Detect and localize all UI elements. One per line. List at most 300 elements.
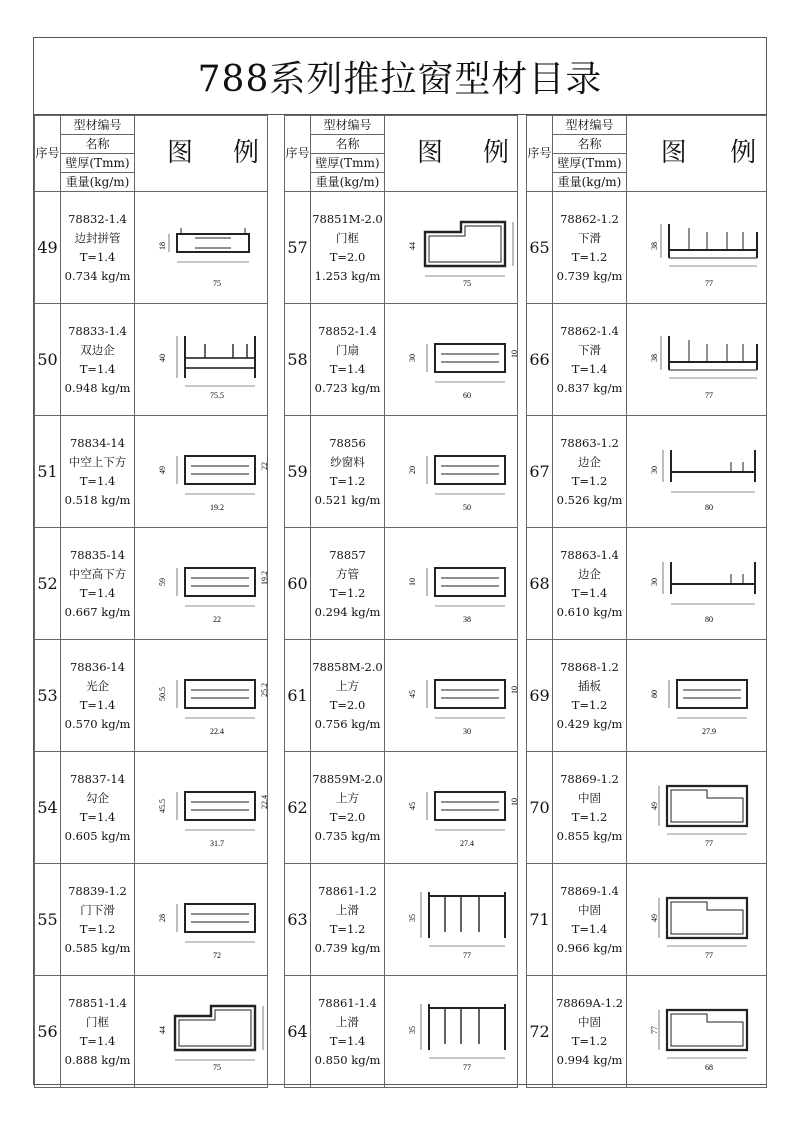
profile-wall: T=1.4 [79,1033,116,1048]
profile-row [527,192,767,304]
profile-drawing [385,416,518,528]
profile-drawing [135,864,268,976]
profile-info [61,864,135,976]
profile-drawing [627,192,767,304]
dimension-label: 22 [213,614,221,624]
profile-info [311,304,385,416]
profile-name: 下滑 [578,342,601,357]
profile-row [285,192,518,304]
profile-wall: T=2.0 [329,249,366,264]
header-weight: 重量(kg/m) [553,173,627,192]
dimension-label: 49 [650,801,659,810]
profile-cross-section [627,314,777,406]
profile-weight: 0.756 kg/m [314,716,381,731]
dimension-label: 75.5 [210,390,224,400]
profile-row [527,864,767,976]
row-number: 53 [35,640,61,752]
dimension-label: 44 [408,241,417,250]
profile-code: 78833-1.4 [68,323,127,338]
profile-name: 中空高下方 [68,566,127,581]
profile-cross-section [385,874,535,966]
row-number: 62 [285,752,311,864]
profile-cross-section [385,202,535,294]
profile-row [285,528,518,640]
profile-info [311,640,385,752]
profile-drawing [135,640,268,752]
row-number: 72 [527,976,553,1088]
profile-code: 78851M-2.0 [312,211,383,226]
profile-wall: T=1.4 [571,921,608,936]
dimension-label: 80 [705,502,713,512]
profile-info [61,752,135,864]
profile-cross-section [627,874,777,966]
profile-name: 边企 [578,454,601,469]
profile-cross-section [135,202,285,294]
profile-name: 双边企 [80,342,115,357]
row-number: 51 [35,416,61,528]
header-code: 型材编号 [61,116,135,135]
profile-code: 78857 [329,547,366,562]
profile-code: 78869-1.4 [560,883,619,898]
profile-weight: 0.734 kg/m [64,268,131,283]
profile-code: 78868-1.2 [560,659,619,674]
profile-name: 门框 [336,230,359,245]
profile-code: 78836-14 [69,659,126,674]
header-weight: 重量(kg/m) [311,173,385,192]
profile-name: 上方 [336,678,359,693]
profile-info [553,192,627,304]
profile-code: 78862-1.2 [560,211,619,226]
row-number: 63 [285,864,311,976]
profile-name: 中固 [578,1014,601,1029]
profile-name: 门扇 [336,342,359,357]
row-number: 54 [35,752,61,864]
profile-cross-section [627,202,777,294]
dimension-label: 27.4 [460,838,474,848]
profile-weight: 0.526 kg/m [556,492,623,507]
catalog-frame [33,37,767,1085]
profile-name: 中固 [578,790,601,805]
profile-info [553,640,627,752]
profile-wall: T=1.4 [79,249,116,264]
profile-wall: T=1.2 [329,921,366,936]
profile-drawing [385,304,518,416]
dimension-label: 77 [705,838,713,848]
profile-drawing [135,304,268,416]
profile-info [61,192,135,304]
header-wall: 壁厚(Tmm) [311,154,385,173]
profile-wall: T=1.4 [79,697,116,712]
dimension-label: 35 [408,1025,417,1034]
profile-cross-section [627,426,777,518]
dimension-label: 25.2 [260,682,269,697]
profile-drawing [385,752,518,864]
row-number: 71 [527,864,553,976]
profile-drawing [627,864,767,976]
profile-code: 78856 [329,435,366,450]
profile-cross-section [627,986,777,1078]
dimension-label: 45 [408,689,417,698]
profile-info [61,528,135,640]
profile-wall: T=1.2 [571,697,608,712]
profile-weight: 0.667 kg/m [64,604,131,619]
header-illustration [627,116,767,192]
profile-weight: 0.585 kg/m [64,940,131,955]
dimension-label: 77 [463,1062,471,1072]
profile-code: 78832-1.4 [68,211,127,226]
profile-row [285,752,518,864]
dimension-label: 10 [408,577,417,586]
profile-wall: T=1.4 [79,361,116,376]
profile-weight: 0.837 kg/m [556,380,623,395]
profile-cross-section [385,538,535,630]
dimension-label: 50 [463,502,471,512]
profile-weight: 0.966 kg/m [556,940,623,955]
profile-info [61,416,135,528]
profile-row [35,304,268,416]
profile-wall: T=1.4 [79,585,116,600]
dimension-label: 75 [463,278,471,288]
profile-cross-section [135,538,285,630]
profile-wall: T=2.0 [329,697,366,712]
profile-code: 78852-1.4 [318,323,377,338]
profile-drawing [627,528,767,640]
profile-weight: 0.855 kg/m [556,828,623,843]
profile-code: 78869-1.2 [560,771,619,786]
page-title: 788系列推拉窗型材目录 [34,38,766,115]
profile-info [553,752,627,864]
profile-drawing [627,416,767,528]
profile-weight: 0.294 kg/m [314,604,381,619]
dimension-label: 75 [213,1062,221,1072]
profile-weight: 0.994 kg/m [556,1052,623,1067]
row-number: 70 [527,752,553,864]
profile-wall: T=1.2 [571,473,608,488]
profile-info [311,416,385,528]
profile-info [311,976,385,1088]
profile-row [35,976,268,1088]
profile-cross-section [135,986,285,1078]
profile-name: 门下滑 [80,902,115,917]
row-number: 66 [527,304,553,416]
profile-row [527,528,767,640]
profile-info [61,304,135,416]
profile-weight: 0.850 kg/m [314,1052,381,1067]
header-illus-left: 图 [660,138,687,168]
header-wall: 壁厚(Tmm) [61,154,135,173]
row-number: 67 [527,416,553,528]
dimension-label: 77 [705,950,713,960]
dimension-label: 22 [260,461,269,470]
profile-drawing [135,192,268,304]
profile-row [35,192,268,304]
header-illus-left: 图 [166,138,193,168]
row-number: 49 [35,192,61,304]
row-number: 59 [285,416,311,528]
profile-info [311,752,385,864]
profile-cross-section [627,538,777,630]
row-number: 52 [35,528,61,640]
profile-drawing [135,528,268,640]
profile-row [35,416,268,528]
dimension-label: 10 [510,685,519,694]
profile-name: 方管 [336,566,359,581]
dimension-label: 45 [408,801,417,810]
dimension-label: 30 [463,726,471,736]
dimension-label: 20 [408,465,417,474]
dimension-label: 49 [650,913,659,922]
row-number: 64 [285,976,311,1088]
profile-drawing [385,192,518,304]
header-name: 名称 [61,135,135,154]
dimension-label: 77 [705,390,713,400]
profile-name: 边封拼管 [74,230,121,245]
dimension-label: 40 [158,353,167,362]
header-illustration [385,116,518,192]
profile-info [311,864,385,976]
profile-code: 78861-1.4 [318,995,377,1010]
profile-name: 下滑 [578,230,601,245]
header-seq: 序号 [285,116,311,192]
dimension-label: 22.4 [210,726,224,736]
profile-drawing [627,640,767,752]
profile-weight: 0.570 kg/m [64,716,131,731]
profile-row [527,976,767,1088]
profile-drawing [135,976,268,1088]
row-number: 56 [35,976,61,1088]
profile-drawing [627,976,767,1088]
profile-row [285,304,518,416]
profile-weight: 0.735 kg/m [314,828,381,843]
profile-cross-section [385,986,535,1078]
profile-row [35,528,268,640]
profile-code: 78837-14 [69,771,126,786]
profile-name: 插板 [578,678,601,693]
profile-cross-section [385,426,535,518]
profile-wall: T=1.2 [571,249,608,264]
profile-row [285,640,518,752]
row-number: 58 [285,304,311,416]
profile-name: 中空上下方 [68,454,127,469]
profile-info [311,192,385,304]
header-code: 型材编号 [553,116,627,135]
profile-wall: T=1.2 [79,921,116,936]
profile-code: 78839-1.2 [68,883,127,898]
profile-row [35,864,268,976]
dimension-label: 80 [650,689,659,698]
profile-name: 上滑 [336,1014,359,1029]
profile-wall: T=1.4 [329,1033,366,1048]
profile-code: 78835-14 [69,547,126,562]
row-number: 61 [285,640,311,752]
dimension-label: 19.2 [260,570,269,585]
profile-info [61,640,135,752]
profile-code: 78863-1.4 [560,547,619,562]
profile-weight: 0.739 kg/m [314,940,381,955]
profile-name: 纱窗料 [330,454,365,469]
profile-info [553,864,627,976]
header-illus-right: 例 [232,138,259,168]
profile-name: 中固 [578,902,601,917]
dimension-label: 30 [650,465,659,474]
profile-row [285,416,518,528]
profile-row [527,752,767,864]
dimension-label: 49 [158,465,167,474]
dimension-label: 60 [463,390,471,400]
profile-weight: 0.723 kg/m [314,380,381,395]
profile-name: 上方 [336,790,359,805]
profile-drawing [627,304,767,416]
row-number: 55 [35,864,61,976]
row-number: 50 [35,304,61,416]
profile-wall: T=1.2 [571,809,608,824]
profile-cross-section [135,762,285,854]
profile-code: 78863-1.2 [560,435,619,450]
profile-weight: 0.429 kg/m [556,716,623,731]
row-number: 60 [285,528,311,640]
profile-drawing [385,864,518,976]
profile-name: 光企 [86,678,109,693]
header-illustration [135,116,268,192]
profile-row [35,752,268,864]
profile-weight: 0.518 kg/m [64,492,131,507]
profile-name: 边企 [578,566,601,581]
dimension-label: 28 [158,913,167,922]
profile-code: 78869A-1.2 [555,995,624,1010]
profile-weight: 0.948 kg/m [64,380,131,395]
dimension-label: 22.4 [260,794,269,809]
profile-wall: T=1.2 [571,1033,608,1048]
profile-cross-section [627,762,777,854]
profile-weight: 0.739 kg/m [556,268,623,283]
profile-name: 勾企 [86,790,109,805]
profile-info [553,304,627,416]
header-wall: 壁厚(Tmm) [553,154,627,173]
profile-wall: T=1.4 [571,585,608,600]
profile-cross-section [135,314,285,406]
profile-cross-section [385,650,535,742]
header-illus-right: 例 [482,138,509,168]
profile-code: 78858M-2.0 [312,659,383,674]
row-number: 69 [527,640,553,752]
profile-wall: T=1.4 [329,361,366,376]
profile-info [61,976,135,1088]
profile-name: 门框 [86,1014,109,1029]
profile-weight: 1.253 kg/m [314,268,381,283]
header-name: 名称 [553,135,627,154]
header-illus-right: 例 [730,138,757,168]
header-seq: 序号 [527,116,553,192]
profile-code: 78861-1.2 [318,883,377,898]
profile-drawing [135,416,268,528]
profile-wall: T=1.2 [329,473,366,488]
profile-row [527,640,767,752]
row-number: 68 [527,528,553,640]
profile-wall: T=1.4 [79,473,116,488]
profile-wall: T=1.4 [79,809,116,824]
profile-info [553,528,627,640]
dimension-label: 35 [408,913,417,922]
dimension-label: 80 [705,614,713,624]
profile-weight: 0.605 kg/m [64,828,131,843]
dimension-label: 77 [650,1025,659,1034]
dimension-label: 19.2 [210,502,224,512]
profile-row [35,640,268,752]
profile-weight: 0.888 kg/m [64,1052,131,1067]
profile-wall: T=1.4 [571,361,608,376]
dimension-label: 50.5 [158,686,167,701]
dimension-label: 27.9 [702,726,716,736]
profile-cross-section [385,314,535,406]
dimension-label: 77 [705,278,713,288]
profile-cross-section [135,874,285,966]
dimension-label: 38 [650,241,659,250]
profile-code: 78859M-2.0 [312,771,383,786]
profile-drawing [385,976,518,1088]
dimension-label: 44 [158,1025,167,1034]
dimension-label: 75 [213,278,221,288]
header-name: 名称 [311,135,385,154]
profile-cross-section [627,650,777,742]
profile-drawing [135,752,268,864]
profile-row [285,976,518,1088]
row-number: 57 [285,192,311,304]
profile-wall: T=1.2 [329,585,366,600]
dimension-label: 77 [463,950,471,960]
dimension-label: 10 [510,349,519,358]
dimension-label: 30 [408,353,417,362]
profile-row [285,864,518,976]
header-illus-left: 图 [416,138,443,168]
dimension-label: 59 [158,577,167,586]
dimension-label: 68 [705,1062,713,1072]
profile-cross-section [135,426,285,518]
profile-name: 上滑 [336,902,359,917]
catalog-column-2 [284,115,518,1085]
profile-info [311,528,385,640]
profile-weight: 0.521 kg/m [314,492,381,507]
profile-drawing [627,752,767,864]
profile-weight: 0.610 kg/m [556,604,623,619]
profile-info [553,416,627,528]
profile-cross-section [135,650,285,742]
profile-cross-section [385,762,535,854]
profile-info [553,976,627,1088]
header-weight: 重量(kg/m) [61,173,135,192]
row-number: 65 [527,192,553,304]
profile-row [527,416,767,528]
dimension-label: 45.5 [158,798,167,813]
header-code: 型材编号 [311,116,385,135]
profile-drawing [385,640,518,752]
profile-code: 78851-1.4 [68,995,127,1010]
dimension-label: 18 [158,241,167,250]
catalog-column-1 [34,115,268,1085]
profile-code: 78834-14 [69,435,126,450]
dimension-label: 72 [213,950,221,960]
dimension-label: 38 [463,614,471,624]
catalog-column-3 [526,115,767,1085]
profile-drawing [385,528,518,640]
profile-wall: T=2.0 [329,809,366,824]
dimension-label: 30 [650,577,659,586]
dimension-label: 10 [510,797,519,806]
profile-row [527,304,767,416]
dimension-label: 31.7 [210,838,224,848]
header-seq: 序号 [35,116,61,192]
profile-code: 78862-1.4 [560,323,619,338]
dimension-label: 38 [650,353,659,362]
